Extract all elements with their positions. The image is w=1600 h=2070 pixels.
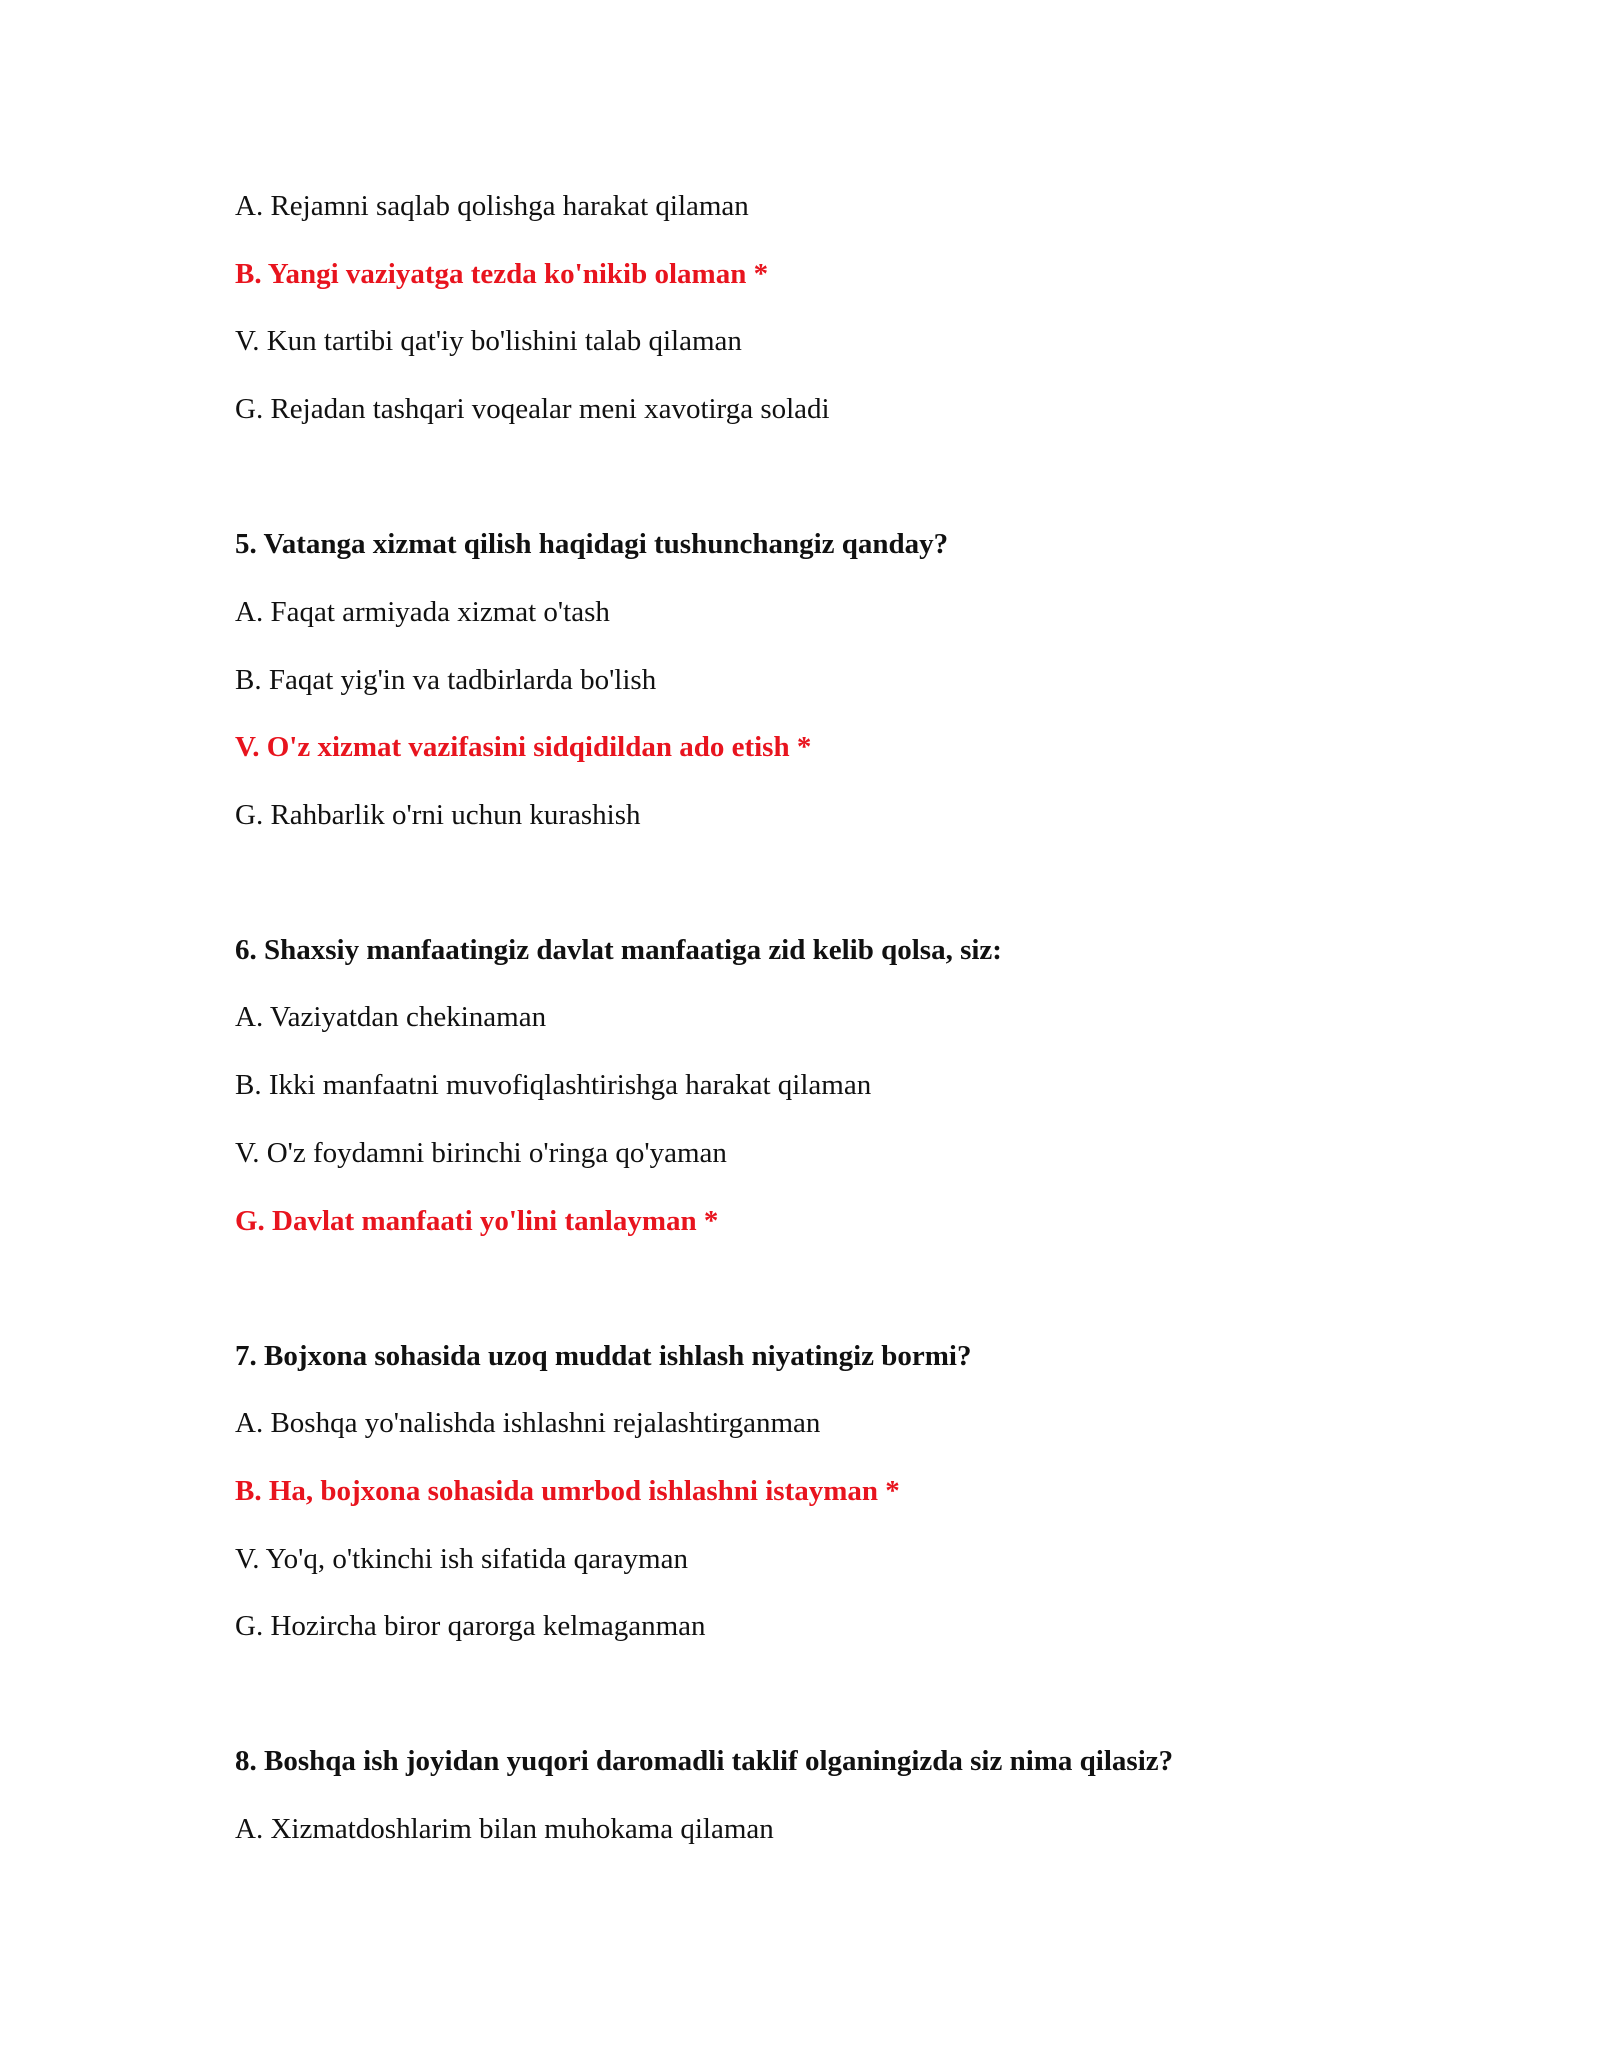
answer-option: A. Faqat armiyada xizmat o'tash [235,596,610,628]
answer-option: A. Vaziyatdan chekinaman [235,1001,547,1033]
correct-answer-option: B. Ha, bojxona sohasida umrbod ishlashni istayman * [235,1475,900,1507]
answer-option: G. Hozircha biror qarorga kelmaganman [235,1610,706,1642]
question-heading: 7. Bojxona sohasida uzoq muddat ishlash niyatingiz bormi? [235,1340,972,1372]
correct-answer-option: V. O'z xizmat vazifasini sidqidildan ado etish * [235,731,812,763]
answer-option: A. Rejamni saqlab qolishga harakat qilaman [235,190,749,222]
answer-option: B. Faqat yig'in va tadbirlarda bo'lish [235,664,657,696]
answer-option: V. Kun tartibi qat'iy bo'lishini talab qilaman [235,325,742,357]
answer-option: G. Rejadan tashqari voqealar meni xavotirga soladi [235,393,830,425]
correct-answer-option: B. Yangi vaziyatga tezda ko'nikib olaman * [235,258,769,290]
answer-option: V. O'z foydamni birinchi o'ringa qo'yaman [235,1137,727,1169]
answer-option: A. Boshqa yo'nalishda ishlashni rejalashtirganman [235,1407,821,1439]
correct-answer-option: G. Davlat manfaati yo'lini tanlayman * [235,1205,719,1237]
question-heading: 8. Boshqa ish joyidan yuqori daromadli taklif olganingizda siz nima qilasiz? [235,1745,1174,1777]
answer-option: B. Ikki manfaatni muvofiqlashtirishga harakat qilaman [235,1069,872,1101]
question-heading: 5. Vatanga xizmat qilish haqidagi tushunchangiz qanday? [235,528,949,560]
answer-option: V. Yo'q, o'tkinchi ish sifatida qarayman [235,1543,688,1575]
answer-option: G. Rahbarlik o'rni uchun kurashish [235,799,641,831]
answer-option: A. Xizmatdoshlarim bilan muhokama qilaman [235,1813,774,1845]
question-heading: 6. Shaxsiy manfaatingiz davlat manfaatiga zid kelib qolsa, siz: [235,934,1002,966]
